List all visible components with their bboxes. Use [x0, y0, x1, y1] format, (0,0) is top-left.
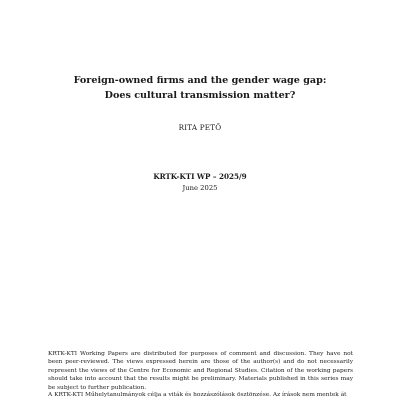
title-line-2: Does cultural transmission matter?: [104, 90, 296, 101]
title-line-1: Foreign-owned firms and the gender wage gap:: [73, 75, 327, 86]
disclaimer-hungarian: A KRTK-KTI Műhelytanulmányok célja a viták és hozzászólások ösztönzése. Az írások nem mentek át: [48, 392, 347, 398]
working-paper-number: KRTK-KTI WP – 2025/9: [153, 172, 247, 181]
publication-date: June 2025: [182, 184, 218, 192]
paper-title: [40, 73, 360, 103]
disclaimer-english: KRTK-KTI Working Papers are distributed for purposes of comment and discussion. They have not been peer-reviewed. The views expressed herein are those of the author(s) and do not necessarily represent the views of the Centre for Economic and Regional Studies. Citation of the working papers should take into account that the results might be preliminary. Materials published in this series may be subject to further publication.: [48, 351, 353, 391]
author-name: RITA PETŐ: [178, 123, 222, 132]
